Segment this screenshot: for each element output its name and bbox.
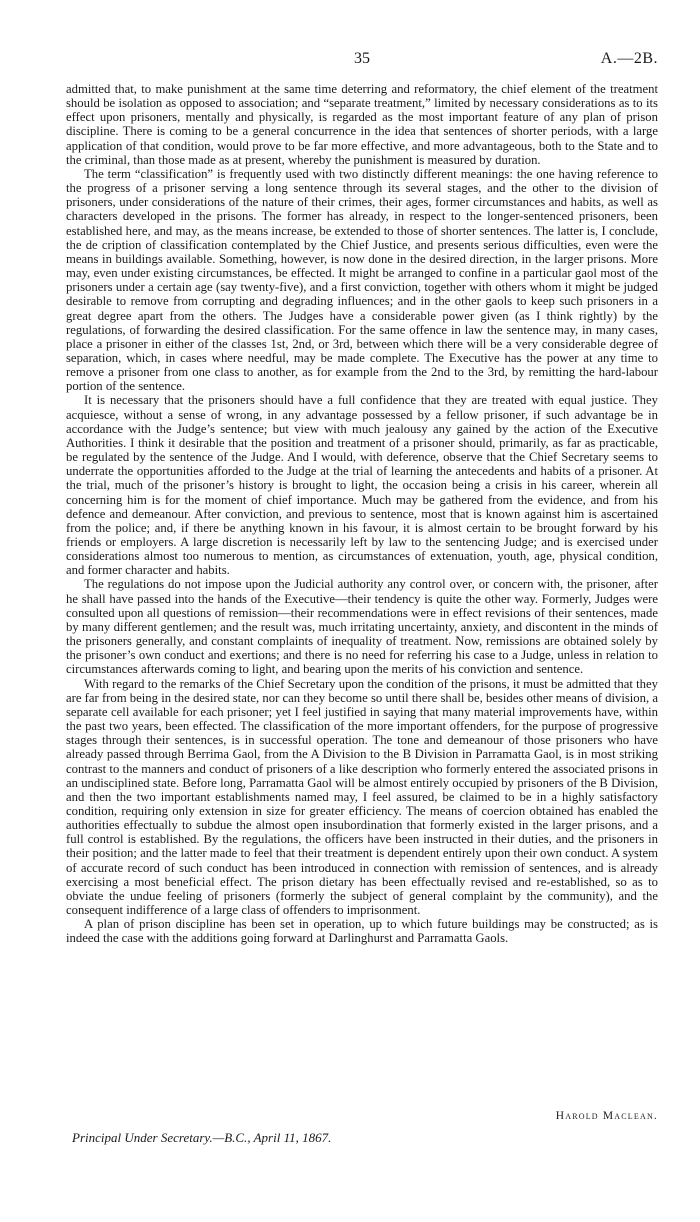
document-reference: A.—2B.	[600, 50, 658, 67]
dateline: Principal Under Secretary.—B.C., April 11, 1867.	[72, 1130, 332, 1145]
paragraph: The term “classification” is frequently used with two distinctly different meanings: the one having reference to the progress of a prisoner serving a long sentence through its several stages, and the other to the division of prisoners, under considerations of the nature of their crimes, their ages, former circumstances and habits, as well as characters developed in the prisons. The former has already, in respect to the longer-sentenced prisoners, been established here, and may, as the means increase, be extended to those of shorter sentences. The latter is, I conclude, the de cription of classification contemplated by the Chief Justice, and presents serious difficulties, even were the means in buildings available. Something, however, is now done in the desired direction, in the larger prisons. More may, even under existing circumstances, be effected. It might be arranged to confine in a particular gaol most of the prisoners under a certain age (say twenty-five), and a first conviction, together with others whom it might be judged desirable to remove from corrupting and degrading influences; and in the other gaols to keep such prisoners in a great degree apart from the others. The Judges have a considerable power given (as I think rightly) by the regulations, of forwarding the desired classification. For the same offence in law the sentence may, in many cases, place a prisoner in either of the classes 1st, 2nd, or 3rd, between which there will be a very considerable degree of separation, which, in cases where needful, may be made complete. The Executive has the power at any time to remove a prisoner from one class to another, as for example from the 2nd to the 3rd, by remitting the hard-labour portion of the sentence.	[66, 166, 658, 394]
paragraph: The regulations do not impose upon the Judicial authority any control over, or concern with, the prisoner, after he shall have passed into the hands of the Executive—their tendency is quite the other way. Formerly, Judges were consulted upon all questions of remission—their recommendations were in effect revisions of their sentences, made by many different gentlemen; and the result was, much irritating uncertainty, anxiety, and discontent in the minds of the prisoners generally, and constant complaints of inequality of treatment. Now, remissions are obtained solely by the prisoner’s own conduct and exertions; and there is no need for referring his case to a Judge, unless in relation to circumstances afterwards coming to light, and bearing upon the merits of his conviction and sentence.	[66, 577, 658, 677]
signature: Harold Maclean.	[555, 1110, 658, 1122]
paragraph: A plan of prison discipline has been set in operation, up to which future buildings may be constructed; as is indeed the case with the additions going forward at Darlinghurst and Parramatta Gaols.	[66, 917, 658, 946]
paragraph: admitted that, to make punishment at the same time deterring and reformatory, the chief element of the treatment should be isolation as opposed to association; and “separate treatment,” limited by necessary considerations as to its effect upon prisoners, mentally and physically, is regarded as the most important feature of any plan of prison discipline. There is coming to be a general concurrence in the idea that sentences of shorter periods, with a large application of that condition, would prove to be far more effective, and more advantageous, both to the State and to the criminal, than those made as at present, whereby the punishment is measured by duration.	[66, 82, 658, 167]
paragraph: With regard to the remarks of the Chief Secretary upon the condition of the prisons, it must be admitted that they are far from being in the desired state, nor can they become so until there shall be, besides other means of division, a separate cell available for each prisoner; yet I feel justified in saying that many material improvements have, within the past two years, been effected. The classification of the more important offenders, for the purpose of progressive stages through their sentences, is in successful operation. The tone and demeanour of those prisoners who have already passed through Berrima Gaol, from the A Division to the B Division in Parramatta Gaol, is in most striking contrast to the manners and conduct of prisoners of a like description who formerly entered the associated prisons in an undisciplined state. Before long, Parramatta Gaol will be almost entirely occupied by prisoners of the B Division, and then the two important establishments named may, I feel assured, be claimed to be in a highly satisfactory condition, requiring only extension in size for greater efficiency. The means of coercion obtained has enabled the authorities effectually to subdue the almost open insubordination that formerly existed in the larger prisons, and a full control is established. By the regulations, the officers have been instructed in their duties, and the prisoners in their position; and the latter made to feel that their treatment is dependent entirely upon their own conduct. A system of accurate record of such conduct has been introduced in connection with remission of sentences, and is already exercising a most beneficial effect. The prison dietary has been effectually revised and re-established, so as to obviate the undue feeling of prisoners (formerly the subject of general complaint by the community), and the consequent indifference of a large class of offenders to imprisonment.	[66, 676, 658, 918]
document-body	[66, 82, 658, 946]
page-header	[66, 50, 658, 72]
paragraph: It is necessary that the prisoners should have a full confidence that they are treated with equal justice. They acquiesce, without a sense of wrong, in any advantage possessed by a fellow prisoner, if such advantage be in accordance with the Judge’s sentence; but view with much jealousy any gained by the action of the Executive Authorities. I think it desirable that the position and treatment of a prisoner should, primarily, as far as practicable, be regulated by the sentence of the Judge. And I would, with deference, observe that the Chief Secretary seems to underrate the opportunities afforded to the Judge at the trial of learning the antecedents and habits of a prisoner. At the trial, much of the prisoner’s history is brought to light, the occasion being a crisis in his career, wherein all concerning him is for the moment of chief importance. Much may be gathered from the evidence, and from his defence and demeanour. After conviction, and previous to sentence, most that is known against him is ascertained from the police; and, if there be anything known in his favour, it is almost certain to be brought forward by his friends or employers. A large discretion is necessarily left by law to the sentencing Judge; and is exercised under considerations almost too numerous to mention, as circumstances of extenuation, youth, age, physical condition, and former character and habits.	[66, 393, 658, 578]
page-number: 35	[354, 50, 370, 67]
